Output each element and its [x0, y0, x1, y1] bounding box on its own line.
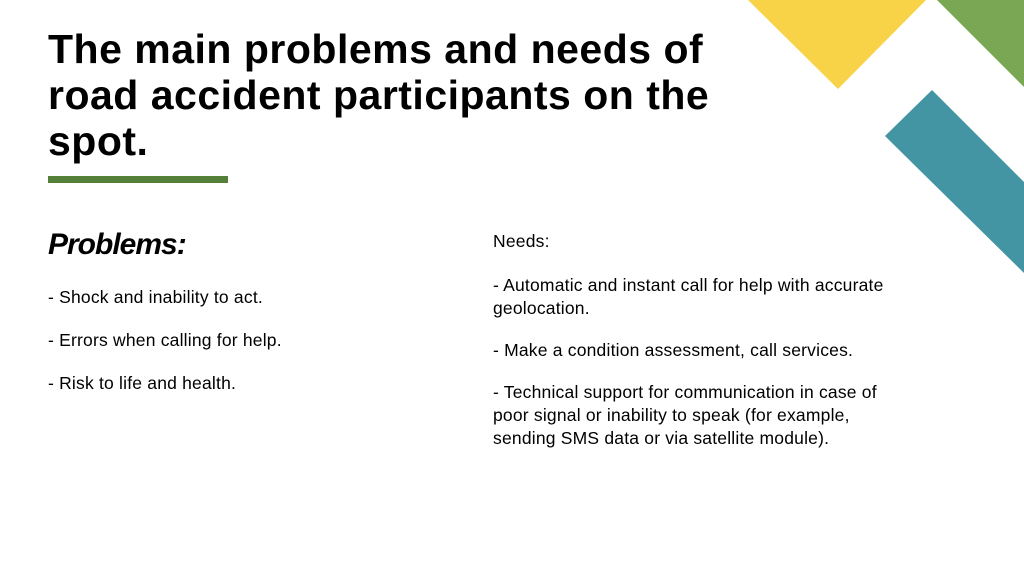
need-item: - Automatic and instant call for help with accurate geolocation. — [493, 275, 884, 318]
problem-item: - Risk to life and health. — [48, 373, 237, 393]
green-triangle — [937, 0, 1024, 87]
problem-item: - Shock and inability to act. — [48, 287, 263, 307]
problem-item: - Errors when calling for help. — [48, 330, 282, 350]
needs-list — [493, 230, 893, 469]
need-item: - Technical support for communication in case of poor signal or inability to speak (for example, sending SMS data or via satellite module). — [493, 382, 877, 448]
title-underline — [48, 176, 228, 183]
teal-band — [885, 90, 1024, 273]
needs-heading: Needs: — [493, 231, 550, 251]
need-item: - Make a condition assessment, call services. — [493, 340, 854, 360]
slide-title: The main problems and needs of road accident participants on the spot. — [48, 26, 710, 164]
problems-list — [48, 286, 448, 415]
problems-heading: Problems: — [48, 228, 186, 261]
